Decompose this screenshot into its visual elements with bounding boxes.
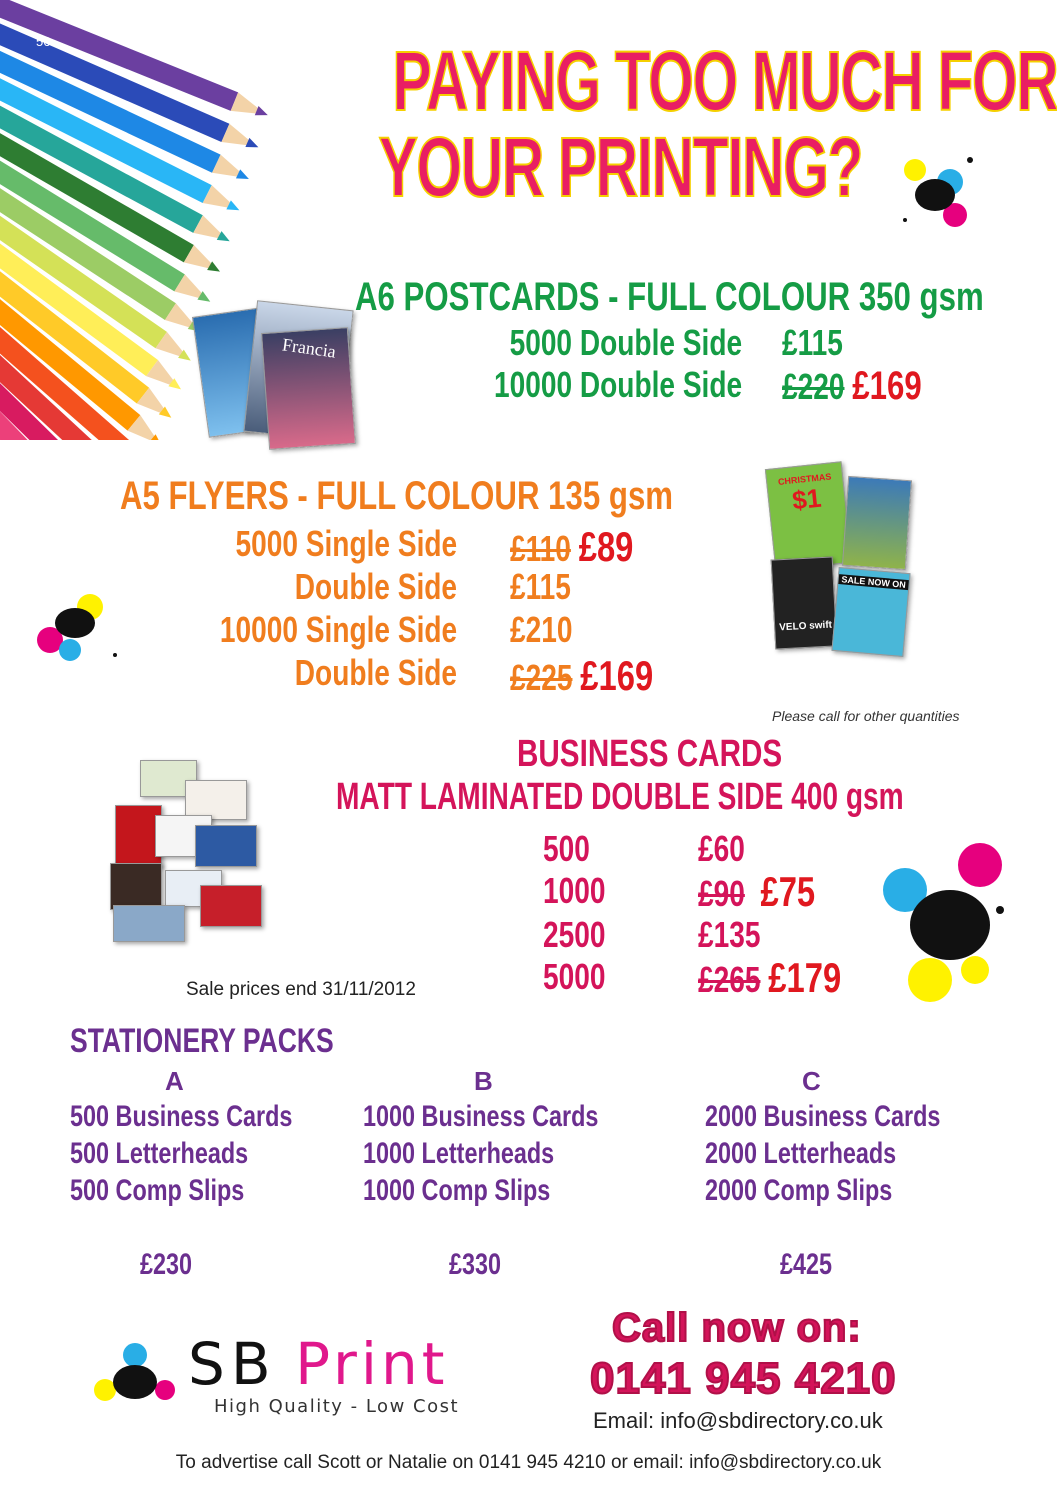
postcards-thumbnail [190, 300, 360, 460]
pack-b-price: £330 [449, 1248, 502, 1281]
ink-splat-logo [80, 1320, 190, 1420]
flyers-row-label: 5000 Single Side [235, 523, 457, 564]
ink-splat-right [870, 830, 1020, 1005]
brand-tagline: High Quality - Low Cost [214, 1396, 460, 1417]
pack-c-item: 2000 Comp Slips [705, 1174, 893, 1207]
postcards-row-label: 5000 Double Side [509, 322, 742, 363]
ink-splat-top-right [890, 140, 1000, 250]
flyers-row-price: £225 £169 [510, 652, 654, 699]
flyer-thumb-text: $1 [790, 482, 823, 516]
other-quantities-note: Please call for other quantities [772, 708, 960, 724]
stationery-title: STATIONERY PACKS [70, 1022, 334, 1060]
headline [250, 34, 1057, 214]
pack-b-item: 1000 Letterheads [363, 1137, 555, 1170]
sale-price: £169 [852, 364, 922, 408]
pack-a-price: £230 [140, 1248, 193, 1281]
flyers-row-label: Double Side [294, 652, 457, 693]
bc-qty: 500 [543, 828, 590, 869]
pack-c-item: 2000 Business Cards [705, 1100, 941, 1133]
call-now-label: Call now on: [612, 1306, 862, 1350]
bc-price: £90 £75 [698, 868, 816, 915]
business-cards-title: BUSINESS CARDS [517, 733, 783, 775]
flyers-row-price: £210 [510, 609, 573, 650]
bc-qty: 1000 [543, 870, 606, 911]
bc-qty: 2500 [543, 914, 606, 955]
business-cards-thumbnail [105, 755, 265, 945]
pack-a-name: A [165, 1066, 184, 1096]
phone-number: 0141 945 4210 [590, 1354, 897, 1403]
pack-c-item: 2000 Letterheads [705, 1137, 897, 1170]
pack-b-item: 1000 Business Cards [363, 1100, 599, 1133]
page-number: 56 [36, 34, 51, 49]
bc-qty: 5000 [543, 956, 606, 997]
flyers-title: A5 FLYERS - FULL COLOUR 135 gsm [120, 474, 674, 518]
postcards-thumb-text: Francia [280, 334, 338, 362]
brand-logo [188, 1330, 448, 1398]
brand-name-print: Print [295, 1330, 449, 1398]
pack-c-name: C [802, 1066, 821, 1096]
headline-line1: PAYING TOO MUCH FOR [392, 34, 1057, 128]
headline-line2: YOUR PRINTING? [378, 120, 862, 214]
pack-b-name: B [474, 1066, 493, 1096]
ink-splat-left [20, 585, 130, 675]
pack-a-item: 500 Letterheads [70, 1137, 249, 1170]
old-price: £220 [782, 366, 845, 407]
flyer-thumb-text: SALE NOW ON [838, 574, 909, 590]
pack-c-price: £425 [780, 1248, 833, 1281]
postcards-row-price [782, 364, 961, 409]
flyer-thumb-text: VELO swift [778, 619, 833, 634]
postcards-row-label: 10000 Double Side [493, 364, 742, 405]
pack-a-item: 500 Business Cards [70, 1100, 293, 1133]
pack-b-item: 1000 Comp Slips [363, 1174, 551, 1207]
footer-advertise: To advertise call Scott or Natalie on 0141 945 4210 or email: info@sbdirectory.co.uk [175, 1452, 882, 1473]
postcards-row-price: £115 [782, 322, 843, 363]
bc-price: £265 £179 [698, 954, 842, 1001]
sale-end-note: Sale prices end 31/11/2012 [186, 979, 416, 1000]
flyers-row-label: 10000 Single Side [219, 609, 457, 650]
flyers-row-price: £115 [510, 566, 571, 607]
flyers-row-label: Double Side [294, 566, 457, 607]
bc-price: £135 [698, 914, 761, 955]
flyer-thumb-text: CHRISTMAS [777, 471, 832, 487]
brand-name-sb: SB [188, 1330, 277, 1398]
pack-a-item: 500 Comp Slips [70, 1174, 245, 1207]
flyers-row-price: £110 £89 [510, 523, 634, 570]
business-cards-subtitle: MATT LAMINATED DOUBLE SIDE 400 gsm [336, 776, 904, 818]
flyers-thumbnail [765, 460, 915, 660]
bc-price: £60 [698, 828, 745, 869]
postcards-title: A6 POSTCARDS - FULL COLOUR 350 gsm [355, 275, 984, 319]
contact-email[interactable]: Email: info@sbdirectory.co.uk [593, 1408, 883, 1433]
